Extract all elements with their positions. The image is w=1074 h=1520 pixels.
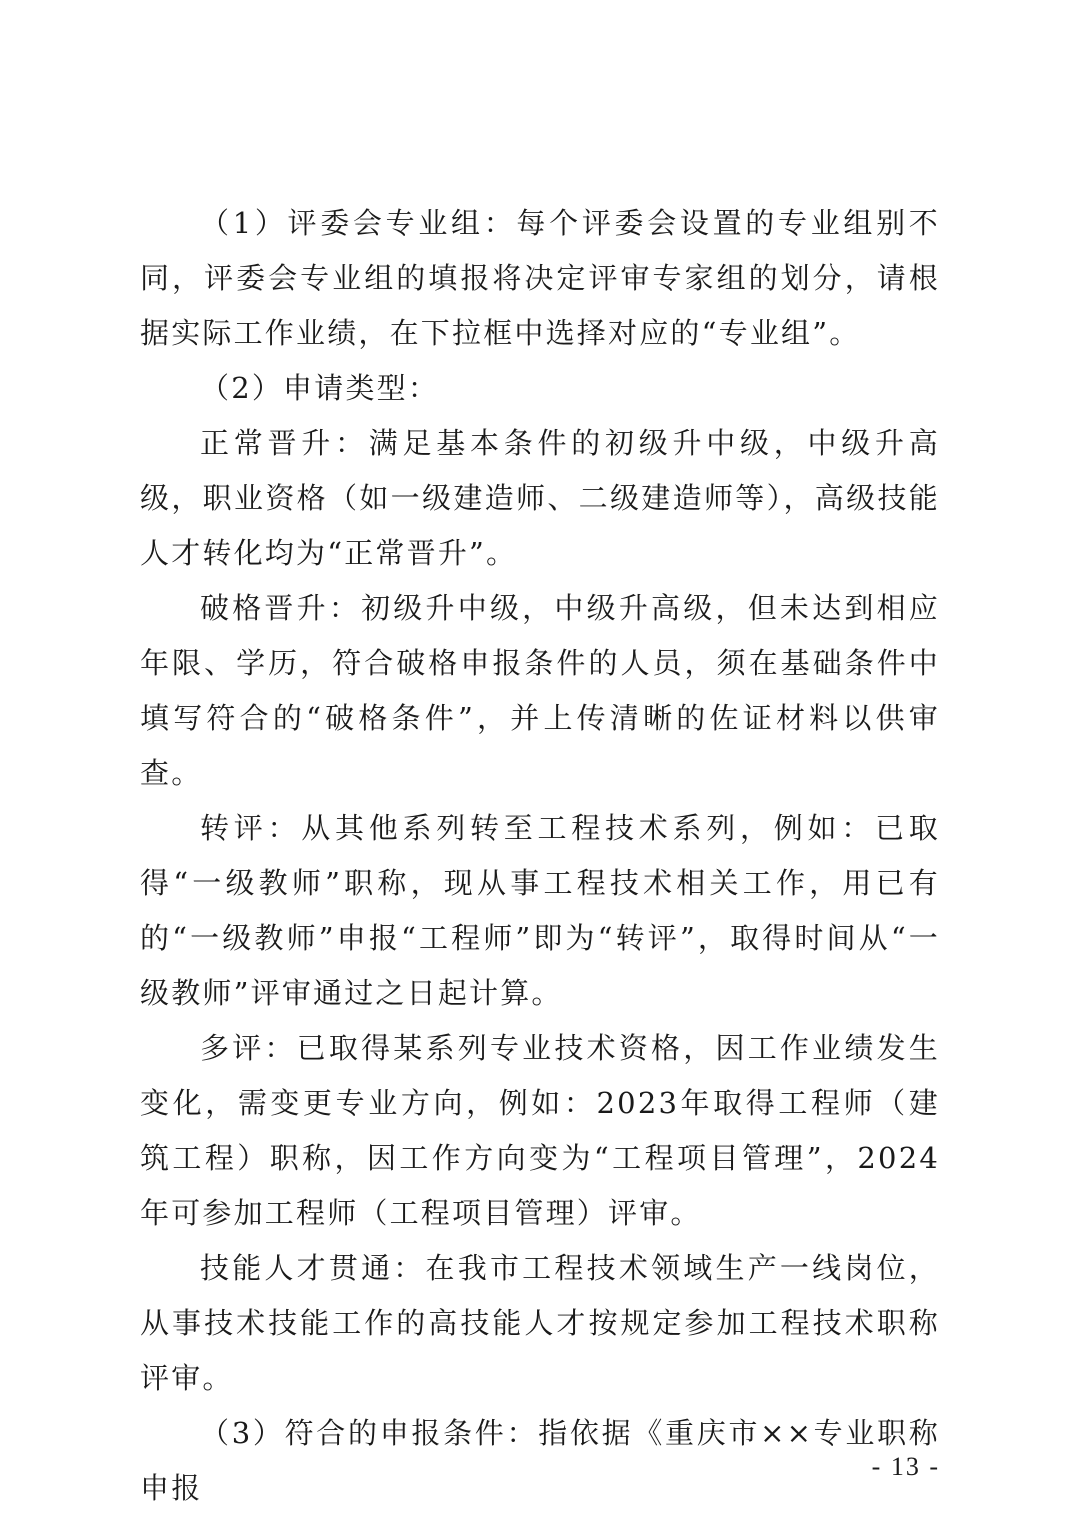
paragraph-multiple-evaluation: 多评：已取得某系列专业技术资格，因工作业绩发生变化，需变更专业方向，例如：2023年取得工程师（建筑工程）职称，因工作方向变为“工程项目管理”，2024年可参加工程师（工程项目管理）评审。 [140, 1031, 940, 1230]
page-number: - 13 - [871, 1452, 940, 1481]
paragraph-transfer-evaluation: 转评：从其他系列转至工程技术系列，例如：已取得“一级教师”职称，现从事工程技术相关工作，用已有的“一级教师”申报“工程师”即为“转评”，取得时间从“一级教师”评审通过之日起计算。 [140, 811, 940, 1010]
paragraph-application-conditions: （3）符合的申报条件：指依据《重庆市××专业职称申报 [140, 1416, 940, 1505]
paragraph-skilled-talent: 技能人才贯通：在我市工程技术领域生产一线岗位，从事技术技能工作的高技能人才按规定参加工程技术职称评审。 [140, 1251, 940, 1395]
paragraph-professional-group: （1）评委会专业组：每个评委会设置的专业组别不同，评委会专业组的填报将决定评审专家组的划分，请根据实际工作业绩，在下拉框中选择对应的“专业组”。 [140, 206, 940, 350]
document-body [140, 196, 940, 1516]
paragraph-exceptional-promotion: 破格晋升：初级升中级，中级升高级，但未达到相应年限、学历，符合破格申报条件的人员，须在基础条件中填写符合的“破格条件”，并上传清晰的佐证材料以供审查。 [140, 591, 940, 790]
paragraph-normal-promotion: 正常晋升：满足基本条件的初级升中级，中级升高级，职业资格（如一级建造师、二级建造师等），高级技能人才转化均为“正常晋升”。 [140, 426, 940, 570]
paragraph-application-type-heading: （2）申请类型： [200, 371, 440, 405]
